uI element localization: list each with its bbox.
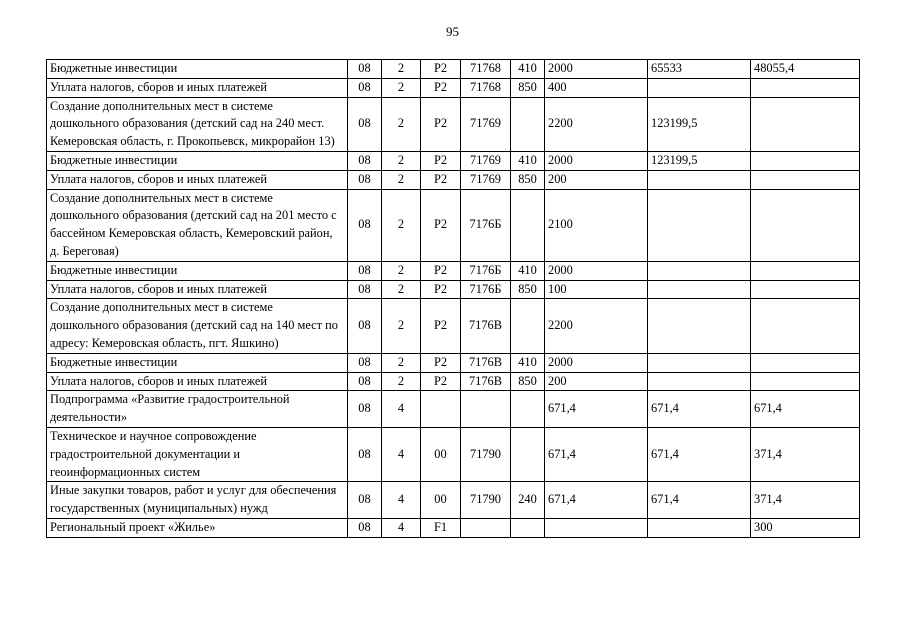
- expense-type-cell: 410: [511, 353, 545, 372]
- program-code-cell: Р2: [421, 60, 461, 79]
- row-name-cell: Создание дополнительных мест в системе дошкольного образования (детский сад на 240 мест. Кемеровская область, г. Прокопьевск, микрорайон 13): [47, 97, 348, 151]
- program-code-cell: Р2: [421, 151, 461, 170]
- subsection-code-cell: 2: [382, 280, 421, 299]
- value-2-cell: 671,4: [648, 482, 751, 519]
- row-name-cell: Создание дополнительных мест в системе дошкольного образования (детский сад на 201 место с бассейном Кемеровская область, Кемеровский район, д. Береговая): [47, 189, 348, 261]
- program-code-cell: Р2: [421, 280, 461, 299]
- table-row: [47, 170, 860, 189]
- program-code-cell: Р2: [421, 170, 461, 189]
- expense-type-cell: [511, 391, 545, 428]
- value-1-cell: 671,4: [545, 482, 648, 519]
- direction-code-cell: [461, 391, 511, 428]
- section-code-cell: 08: [348, 78, 382, 97]
- value-3-cell: [751, 372, 860, 391]
- table-row: [47, 151, 860, 170]
- row-name-cell: Бюджетные инвестиции: [47, 60, 348, 79]
- expense-type-cell: 850: [511, 170, 545, 189]
- value-2-cell: [648, 261, 751, 280]
- subsection-code-cell: 4: [382, 391, 421, 428]
- program-code-cell: Р2: [421, 353, 461, 372]
- section-code-cell: 08: [348, 518, 382, 537]
- value-3-cell: 300: [751, 518, 860, 537]
- value-3-cell: [751, 78, 860, 97]
- subsection-code-cell: 2: [382, 151, 421, 170]
- row-name-cell: Подпрограмма «Развитие градостроительной деятельности»: [47, 391, 348, 428]
- section-code-cell: 08: [348, 97, 382, 151]
- value-3-cell: [751, 299, 860, 353]
- expense-type-cell: [511, 518, 545, 537]
- section-code-cell: 08: [348, 151, 382, 170]
- value-1-cell: 400: [545, 78, 648, 97]
- value-3-cell: 371,4: [751, 482, 860, 519]
- section-code-cell: 08: [348, 391, 382, 428]
- value-1-cell: 200: [545, 372, 648, 391]
- value-2-cell: [648, 189, 751, 261]
- table-row: [47, 60, 860, 79]
- expense-type-cell: [511, 189, 545, 261]
- value-1-cell: 100: [545, 280, 648, 299]
- value-1-cell: 2000: [545, 353, 648, 372]
- direction-code-cell: 71790: [461, 427, 511, 481]
- value-1-cell: 671,4: [545, 427, 648, 481]
- direction-code-cell: 71768: [461, 60, 511, 79]
- direction-code-cell: 71769: [461, 151, 511, 170]
- subsection-code-cell: 2: [382, 97, 421, 151]
- expense-type-cell: 850: [511, 372, 545, 391]
- table-row: [47, 427, 860, 481]
- table-row: [47, 189, 860, 261]
- value-1-cell: [545, 518, 648, 537]
- value-1-cell: 671,4: [545, 391, 648, 428]
- section-code-cell: 08: [348, 372, 382, 391]
- table-row: [47, 482, 860, 519]
- direction-code-cell: 71790: [461, 482, 511, 519]
- value-1-cell: 2200: [545, 299, 648, 353]
- subsection-code-cell: 2: [382, 372, 421, 391]
- section-code-cell: 08: [348, 299, 382, 353]
- direction-code-cell: 7176Б: [461, 280, 511, 299]
- row-name-cell: Бюджетные инвестиции: [47, 261, 348, 280]
- expense-type-cell: 410: [511, 151, 545, 170]
- row-name-cell: Уплата налогов, сборов и иных платежей: [47, 170, 348, 189]
- program-code-cell: Р2: [421, 372, 461, 391]
- expense-type-cell: 850: [511, 280, 545, 299]
- value-2-cell: [648, 170, 751, 189]
- expense-type-cell: 240: [511, 482, 545, 519]
- row-name-cell: Иные закупки товаров, работ и услуг для обеспечения государственных (муниципальных) нужд: [47, 482, 348, 519]
- row-name-cell: Уплата налогов, сборов и иных платежей: [47, 280, 348, 299]
- value-1-cell: 200: [545, 170, 648, 189]
- row-name-cell: Бюджетные инвестиции: [47, 353, 348, 372]
- direction-code-cell: 7176Б: [461, 189, 511, 261]
- row-name-cell: Региональный проект «Жилье»: [47, 518, 348, 537]
- value-3-cell: [751, 151, 860, 170]
- section-code-cell: 08: [348, 261, 382, 280]
- budget-table: [46, 59, 860, 538]
- program-code-cell: Р2: [421, 299, 461, 353]
- value-2-cell: 671,4: [648, 427, 751, 481]
- direction-code-cell: 71769: [461, 97, 511, 151]
- value-1-cell: 2200: [545, 97, 648, 151]
- value-2-cell: [648, 280, 751, 299]
- row-name-cell: Уплата налогов, сборов и иных платежей: [47, 372, 348, 391]
- direction-code-cell: [461, 518, 511, 537]
- table-row: [47, 280, 860, 299]
- program-code-cell: Р2: [421, 97, 461, 151]
- value-2-cell: [648, 372, 751, 391]
- value-2-cell: [648, 353, 751, 372]
- subsection-code-cell: 2: [382, 170, 421, 189]
- subsection-code-cell: 4: [382, 518, 421, 537]
- section-code-cell: 08: [348, 189, 382, 261]
- direction-code-cell: 71769: [461, 170, 511, 189]
- section-code-cell: 08: [348, 353, 382, 372]
- value-3-cell: [751, 261, 860, 280]
- value-2-cell: 65533: [648, 60, 751, 79]
- value-3-cell: 48055,4: [751, 60, 860, 79]
- value-3-cell: [751, 97, 860, 151]
- program-code-cell: Р2: [421, 78, 461, 97]
- expense-type-cell: [511, 299, 545, 353]
- value-1-cell: 2000: [545, 60, 648, 79]
- value-1-cell: 2000: [545, 261, 648, 280]
- value-2-cell: [648, 78, 751, 97]
- value-2-cell: 123199,5: [648, 97, 751, 151]
- expense-type-cell: [511, 97, 545, 151]
- row-name-cell: Уплата налогов, сборов и иных платежей: [47, 78, 348, 97]
- subsection-code-cell: 4: [382, 427, 421, 481]
- direction-code-cell: 71768: [461, 78, 511, 97]
- table-row: [47, 261, 860, 280]
- section-code-cell: 08: [348, 427, 382, 481]
- direction-code-cell: 7176Б: [461, 261, 511, 280]
- direction-code-cell: 7176В: [461, 372, 511, 391]
- subsection-code-cell: 2: [382, 353, 421, 372]
- section-code-cell: 08: [348, 60, 382, 79]
- table-row: [47, 78, 860, 97]
- value-1-cell: 2100: [545, 189, 648, 261]
- table-row: [47, 299, 860, 353]
- value-3-cell: [751, 280, 860, 299]
- expense-type-cell: [511, 427, 545, 481]
- expense-type-cell: 410: [511, 261, 545, 280]
- row-name-cell: Техническое и научное сопровождение градостроительной документации и геоинформационных систем: [47, 427, 348, 481]
- value-2-cell: [648, 299, 751, 353]
- value-3-cell: [751, 170, 860, 189]
- row-name-cell: Бюджетные инвестиции: [47, 151, 348, 170]
- page-number: 95: [446, 24, 459, 39]
- program-code-cell: Р2: [421, 261, 461, 280]
- section-code-cell: 08: [348, 170, 382, 189]
- program-code-cell: Р2: [421, 189, 461, 261]
- value-3-cell: [751, 353, 860, 372]
- expense-type-cell: 850: [511, 78, 545, 97]
- value-3-cell: [751, 189, 860, 261]
- value-2-cell: 671,4: [648, 391, 751, 428]
- table-row: [47, 372, 860, 391]
- table-row: [47, 353, 860, 372]
- subsection-code-cell: 2: [382, 261, 421, 280]
- direction-code-cell: 7176В: [461, 353, 511, 372]
- program-code-cell: 00: [421, 482, 461, 519]
- value-2-cell: 123199,5: [648, 151, 751, 170]
- subsection-code-cell: 2: [382, 189, 421, 261]
- table-row: [47, 97, 860, 151]
- subsection-code-cell: 2: [382, 60, 421, 79]
- section-code-cell: 08: [348, 280, 382, 299]
- table-row: [47, 391, 860, 428]
- value-1-cell: 2000: [545, 151, 648, 170]
- value-2-cell: [648, 518, 751, 537]
- subsection-code-cell: 2: [382, 78, 421, 97]
- program-code-cell: [421, 391, 461, 428]
- table-row: [47, 518, 860, 537]
- value-3-cell: 671,4: [751, 391, 860, 428]
- direction-code-cell: 7176В: [461, 299, 511, 353]
- subsection-code-cell: 2: [382, 299, 421, 353]
- program-code-cell: 00: [421, 427, 461, 481]
- value-3-cell: 371,4: [751, 427, 860, 481]
- row-name-cell: Создание дополнительных мест в системе дошкольного образования (детский сад на 140 мест по адресу: Кемеровская область, пгт. Яшкино): [47, 299, 348, 353]
- subsection-code-cell: 4: [382, 482, 421, 519]
- section-code-cell: 08: [348, 482, 382, 519]
- expense-type-cell: 410: [511, 60, 545, 79]
- program-code-cell: F1: [421, 518, 461, 537]
